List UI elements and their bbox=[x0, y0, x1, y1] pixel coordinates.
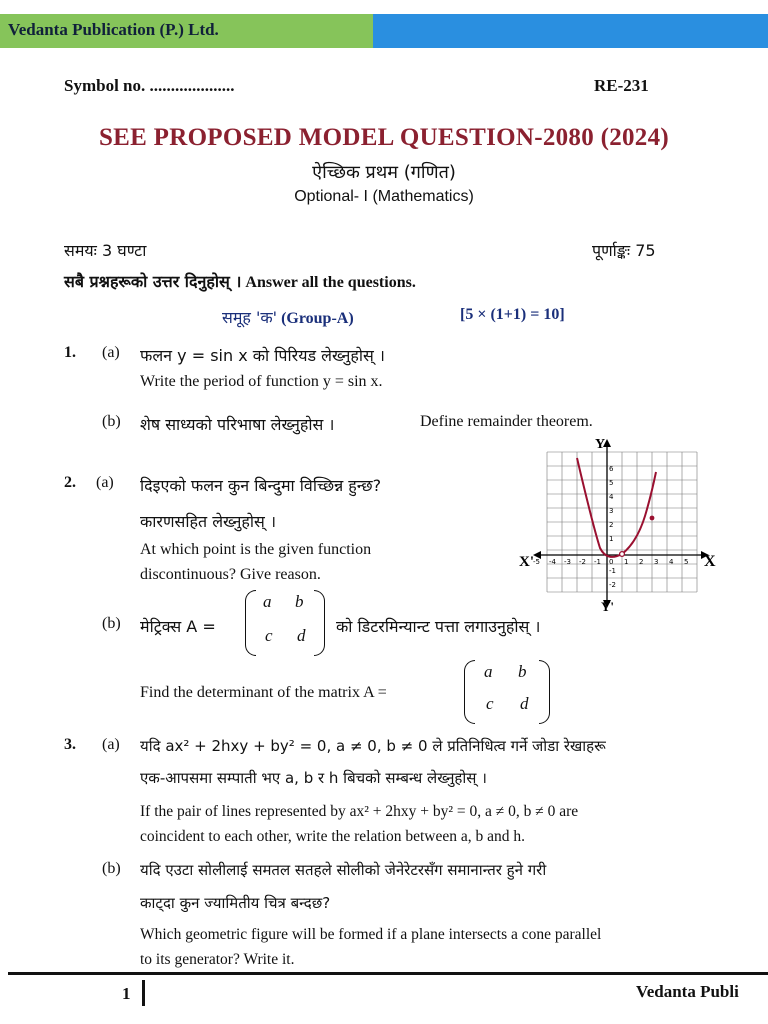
subject-english: Optional- I (Mathematics) bbox=[294, 188, 474, 205]
x-tick: -3 bbox=[564, 558, 571, 566]
q2a-english-1: At which point is the given function bbox=[140, 541, 372, 558]
y-label-neg: Y' bbox=[601, 599, 614, 614]
matrix-cell-d: d bbox=[520, 694, 529, 713]
x-label-neg: X' bbox=[519, 554, 534, 570]
q3b-nepali-1: यदि एउटा सोलीलाई समतल सतहले सोलीको जेनेरेटरसँग समानान्तर हुने गरी bbox=[140, 861, 547, 879]
y-tick: 2 bbox=[609, 521, 614, 529]
matrix-paren-right bbox=[539, 660, 550, 724]
matrix-cell-a: a bbox=[484, 662, 493, 681]
exam-title: SEE PROPOSED MODEL QUESTION-2080 (2024) bbox=[98, 124, 670, 151]
hole-point bbox=[620, 552, 625, 557]
time-allowed: समयः 3 घण्टा bbox=[64, 241, 147, 260]
y-tick: 3 bbox=[609, 507, 614, 515]
y-tick: -2 bbox=[609, 581, 616, 589]
isolated-point bbox=[650, 516, 655, 521]
q1b-label: (b) bbox=[102, 413, 121, 430]
x-tick: 0 bbox=[609, 558, 614, 566]
footer-brand: Vedanta Publi bbox=[636, 982, 739, 1001]
group-english: (Group-A) bbox=[281, 310, 354, 327]
y-label: Y bbox=[595, 437, 606, 452]
q3a-nepali-2: एक-आपसमा सम्पाती भए a, b र h बिचको सम्बन्ध लेख्नुहोस् । bbox=[140, 769, 487, 787]
instruction-nepali: सबै प्रश्नहरूको उत्तर दिनुहोस् । bbox=[64, 272, 242, 291]
curve-right-branch bbox=[622, 472, 656, 554]
q2-number: 2. bbox=[64, 474, 76, 491]
q3a-english-2: coincident to each other, write the relation between a, b and h. bbox=[140, 828, 526, 845]
y-tick: 6 bbox=[609, 465, 614, 473]
y-tick-labels bbox=[609, 465, 616, 589]
matrix-paren-left bbox=[245, 590, 256, 656]
symbol-no: Symbol no. .................... bbox=[64, 76, 235, 95]
q3b-label: (b) bbox=[102, 860, 121, 877]
q1a-english: Write the period of function y = sin x. bbox=[140, 373, 383, 390]
function-graph bbox=[519, 436, 720, 614]
q2b-nepali-pre: मेट्रिक्स A = bbox=[140, 617, 216, 636]
publisher-banner bbox=[0, 14, 768, 48]
x-tick: 3 bbox=[654, 558, 659, 566]
page-number: 1 bbox=[122, 984, 131, 1003]
q1-number: 1. bbox=[64, 344, 76, 361]
y-tick: -1 bbox=[609, 567, 616, 575]
q3a-nepali-1: यदि ax² + 2hxy + by² = 0, a ≠ 0, b ≠ 0 ले प्रतिनिधित्व गर्ने जोडा रेखाहरू bbox=[140, 737, 606, 755]
matrix-paren-right bbox=[314, 590, 325, 656]
publisher-name: Vedanta Publication (P.) Ltd. bbox=[8, 20, 219, 39]
x-tick: 4 bbox=[669, 558, 674, 566]
y-tick: 1 bbox=[609, 535, 614, 543]
x-tick: -5 bbox=[533, 558, 540, 566]
matrix-cell-b: b bbox=[295, 592, 304, 611]
q3a-english-1: If the pair of lines represented by ax² + 2hxy + by² = 0, a ≠ 0, b ≠ 0 are bbox=[140, 803, 579, 820]
matrix-paren-left bbox=[464, 660, 475, 724]
instruction-english: Answer all the questions. bbox=[245, 274, 416, 291]
footer-rule bbox=[8, 972, 768, 975]
x-tick: 5 bbox=[684, 558, 689, 566]
q2b-english: Find the determinant of the matrix A = bbox=[140, 684, 387, 701]
q2a-label: (a) bbox=[96, 474, 114, 491]
q1a-label: (a) bbox=[102, 344, 120, 361]
x-tick: -1 bbox=[594, 558, 601, 566]
subject-nepali: ऐच्छिक प्रथम (गणित) bbox=[312, 162, 456, 183]
group-marks: [5 × (1+1) = 10] bbox=[460, 306, 565, 323]
x-label: X bbox=[704, 553, 716, 570]
q3b-english-1: Which geometric figure will be formed if a plane intersects a cone parallel bbox=[140, 926, 602, 943]
footer-divider bbox=[142, 980, 145, 1006]
group-nepali: समूह 'क' bbox=[222, 308, 278, 327]
q3a-label: (a) bbox=[102, 736, 120, 753]
q1b-english: Define remainder theorem. bbox=[420, 413, 593, 430]
matrix-1 bbox=[245, 590, 325, 654]
x-tick: 1 bbox=[624, 558, 629, 566]
x-tick: -2 bbox=[579, 558, 586, 566]
matrix-cell-d: d bbox=[297, 626, 306, 645]
matrix-cell-c: c bbox=[265, 626, 273, 645]
matrix-2 bbox=[464, 660, 550, 722]
q3-number: 3. bbox=[64, 736, 76, 753]
instruction-line bbox=[64, 270, 416, 292]
group-heading bbox=[222, 306, 354, 328]
q2b-nepali-post: को डिटरमिन्यान्ट पत्ता लगाउनुहोस् । bbox=[336, 617, 541, 636]
x-tick: 2 bbox=[639, 558, 644, 566]
q1b-nepali: शेष साध्यको परिभाषा लेख्नुहोस । bbox=[140, 415, 335, 434]
q2a-english-2: discontinuous? Give reason. bbox=[140, 566, 321, 583]
q3b-english-2: to its generator? Write it. bbox=[140, 951, 295, 968]
q3b-nepali-2: काट्दा कुन ज्यामितीय चित्र बन्दछ? bbox=[140, 894, 331, 912]
x-tick-labels bbox=[533, 558, 688, 566]
matrix-cell-a: a bbox=[263, 592, 272, 611]
curve-left-branch bbox=[577, 458, 622, 557]
y-tick: 5 bbox=[609, 479, 614, 487]
q2b-label: (b) bbox=[102, 615, 121, 632]
x-tick: -4 bbox=[549, 558, 556, 566]
q1a-nepali: फलन y = sin x को पिरियड लेख्नुहोस् । bbox=[140, 346, 385, 365]
matrix-cell-c: c bbox=[486, 694, 494, 713]
exam-code: RE-231 bbox=[594, 76, 649, 95]
graph-grid bbox=[547, 452, 697, 592]
matrix-cell-b: b bbox=[518, 662, 527, 681]
full-marks: पूर्णाङ्कः 75 bbox=[592, 241, 656, 260]
banner-blue-band bbox=[373, 14, 768, 48]
q2a-nepali-2: कारणसहित लेख्नुहोस् । bbox=[140, 512, 277, 531]
q2a-nepali-1: दिइएको फलन कुन बिन्दुमा विच्छिन्न हुन्छ? bbox=[140, 476, 382, 495]
y-tick: 4 bbox=[609, 493, 614, 501]
